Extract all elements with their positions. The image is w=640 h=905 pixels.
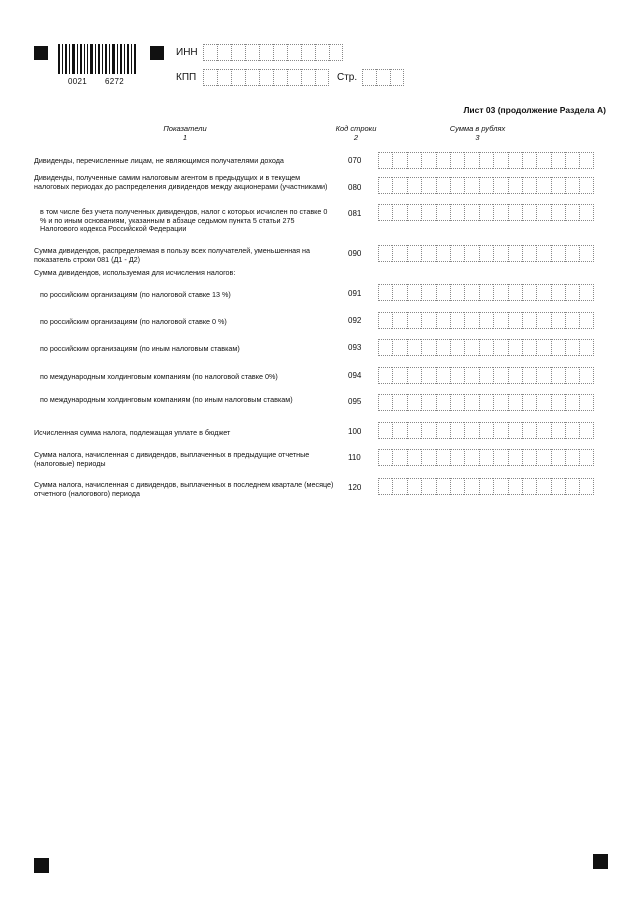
digit-cell[interactable] [436,449,450,466]
row-080-code: 080 [348,183,362,192]
digit-cell[interactable] [551,245,565,262]
digit-cell[interactable] [450,367,464,384]
digit-cell[interactable] [407,312,421,329]
digit-cell[interactable] [436,177,450,194]
digit-cell[interactable] [421,394,435,411]
digit-cell[interactable] [536,284,550,301]
digit-cell[interactable] [450,152,464,169]
digit-cell[interactable] [378,367,392,384]
column-3-heading: Сумма в рублях 3 [449,124,506,142]
digit-cell[interactable] [479,422,493,439]
digit-cell[interactable] [536,449,550,466]
digit-cell[interactable] [508,478,522,495]
digit-cell[interactable] [551,422,565,439]
digit-cell[interactable] [421,245,435,262]
digit-cell[interactable] [378,394,392,411]
inn-field[interactable] [203,44,343,61]
row-093-amount-field[interactable] [378,339,594,356]
digit-cell[interactable] [536,478,550,495]
digit-cell[interactable] [392,312,406,329]
digit-cell[interactable] [493,152,507,169]
row-120-label: Сумма налога, начисленная с дивидендов, выплаченных в последнем квартале (месяце) отчетного (налогового) периода [34,480,334,498]
digit-cell[interactable] [579,177,593,194]
page-number-field[interactable] [362,69,404,86]
digit-cell[interactable] [522,394,536,411]
digit-cell[interactable] [450,204,464,221]
digit-cell[interactable] [450,284,464,301]
digit-cell[interactable] [436,152,450,169]
row-090-label: Сумма дивидендов, распределяемая в пользу всех получателей, уменьшенная на показатель строки 081 (Д1 - Д2) [34,246,311,264]
barcode-number-right: 6272 [105,77,124,86]
digit-cell[interactable] [464,152,478,169]
digit-cell[interactable] [508,422,522,439]
digit-cell[interactable] [565,284,579,301]
digit-cell[interactable] [378,177,392,194]
digit-cell[interactable] [421,339,435,356]
digit-cell[interactable] [522,284,536,301]
digit-cell[interactable] [493,312,507,329]
digit-cell[interactable] [407,245,421,262]
digit-cell[interactable] [479,478,493,495]
digit-cell[interactable] [522,312,536,329]
digit-cell[interactable] [579,478,593,495]
digit-cell[interactable] [464,177,478,194]
inn-label: ИНН [176,47,198,58]
digit-cell[interactable] [407,177,421,194]
digit-cell[interactable] [522,245,536,262]
digit-cell[interactable] [407,152,421,169]
digit-cell[interactable] [508,284,522,301]
digit-cell[interactable] [493,284,507,301]
digit-cell[interactable] [551,284,565,301]
digit-cell[interactable] [479,339,493,356]
row-110-code: 110 [348,453,361,462]
digit-cell[interactable] [407,367,421,384]
digit-cell[interactable] [508,152,522,169]
digit-cell[interactable] [407,394,421,411]
digit-cell[interactable] [421,367,435,384]
page-label: Стр. [337,72,358,83]
digit-cell[interactable] [479,245,493,262]
digit-cell[interactable] [450,177,464,194]
digit-cell[interactable] [579,312,593,329]
row-100-code: 100 [348,427,362,436]
row-090-amount-field[interactable] [378,245,594,262]
digit-cell[interactable] [421,312,435,329]
digit-cell[interactable] [579,284,593,301]
digit-cell[interactable] [378,449,392,466]
digit-cell[interactable] [378,245,392,262]
digit-cell[interactable] [436,422,450,439]
digit-cell[interactable] [551,394,565,411]
digit-cell[interactable] [493,245,507,262]
digit-cell[interactable] [392,367,406,384]
digit-cell[interactable] [579,339,593,356]
row-090-code: 090 [348,249,362,258]
digit-cell[interactable] [464,204,478,221]
digit-cell[interactable] [464,367,478,384]
digit-cell[interactable] [450,312,464,329]
digit-cell[interactable] [378,152,392,169]
digit-cell[interactable] [378,204,392,221]
row-094-code: 094 [348,371,362,380]
digit-cell[interactable] [392,478,406,495]
digit-cell[interactable] [436,394,450,411]
digit-cell[interactable] [579,245,593,262]
digit-cell[interactable] [421,478,435,495]
digit-cell[interactable] [407,204,421,221]
digit-cell[interactable] [579,422,593,439]
digit-cell[interactable] [551,204,565,221]
digit-cell[interactable] [479,177,493,194]
digit-cell[interactable] [551,478,565,495]
row-095-code: 095 [348,397,362,406]
digit-cell[interactable] [536,394,550,411]
digit-cell[interactable] [493,339,507,356]
digit-cell[interactable] [493,204,507,221]
digit-cell[interactable] [551,177,565,194]
digit-cell[interactable] [565,177,579,194]
digit-cell[interactable] [493,422,507,439]
digit-cell[interactable] [450,394,464,411]
column-1-heading: Показатели 1 [163,124,207,142]
digit-cell[interactable] [392,245,406,262]
digit-cell[interactable] [522,478,536,495]
digit-cell[interactable] [508,245,522,262]
row-070-amount-field[interactable] [378,152,594,169]
row-091-code: 091 [348,289,362,298]
row-110-label: Сумма налога, начисленная с дивидендов, выплаченных в предыдущие отчетные (налоговые) периоды [34,450,310,468]
digit-cell[interactable] [378,312,392,329]
digit-cell[interactable] [436,284,450,301]
digit-cell[interactable] [436,478,450,495]
digit-cell[interactable] [392,422,406,439]
digit-cell[interactable] [536,312,550,329]
row-095-amount-field[interactable] [378,394,594,411]
digit-cell[interactable] [464,339,478,356]
corner-marker-top-center [150,46,164,60]
digit-cell[interactable] [551,152,565,169]
digit-cell[interactable] [392,339,406,356]
row-092-amount-field[interactable] [378,312,594,329]
digit-cell[interactable] [464,449,478,466]
digit-cell[interactable] [508,367,522,384]
row-081-label: в том числе без учета полученных дивидендов, налог с которых исчислен по ставке 0 % и по иным основаниям, указанным в абзаце седьмом пункта 5 статьи 275 Налогового кодекса Российской Федерации [40,207,328,234]
digit-cell[interactable] [464,245,478,262]
row-100-amount-field[interactable] [378,422,594,439]
digit-cell[interactable] [450,478,464,495]
digit-cell[interactable] [565,394,579,411]
digit-cell[interactable] [479,449,493,466]
digit-cell[interactable] [565,312,579,329]
digit-cell[interactable] [565,422,579,439]
digit-cell[interactable] [493,478,507,495]
digit-cell[interactable] [508,394,522,411]
digit-cell[interactable] [536,152,550,169]
row-110-amount-field[interactable] [378,449,594,466]
digit-cell[interactable] [450,339,464,356]
corner-marker-bottom-right [593,854,608,869]
digit-cell[interactable] [407,478,421,495]
digit-cell[interactable] [522,152,536,169]
digit-cell[interactable] [536,204,550,221]
row-120-code: 120 [348,483,362,492]
digit-cell[interactable] [436,245,450,262]
digit-cell[interactable] [436,367,450,384]
digit-cell[interactable] [378,478,392,495]
digit-cell[interactable] [551,312,565,329]
digit-cell[interactable] [536,339,550,356]
digit-cell[interactable] [508,204,522,221]
row-091-amount-field[interactable] [378,284,594,301]
digit-cell[interactable] [479,367,493,384]
digit-cell[interactable] [522,177,536,194]
digit-cell[interactable] [479,394,493,411]
row-070-label: Дивиденды, перечисленные лицам, не являющимся получателями дохода [34,156,284,165]
digit-cell[interactable] [436,204,450,221]
row-100-label: Исчисленная сумма налога, подлежащая уплате в бюджет [34,428,231,437]
digit-cell[interactable] [508,449,522,466]
digit-cell[interactable] [493,394,507,411]
digit-cell[interactable] [508,177,522,194]
digit-cell[interactable] [421,152,435,169]
digit-cell[interactable] [421,422,435,439]
digit-cell[interactable] [450,449,464,466]
digit-cell[interactable] [392,449,406,466]
digit-cell[interactable] [407,284,421,301]
digit-cell[interactable] [464,422,478,439]
digit-cell[interactable] [450,422,464,439]
digit-cell[interactable] [508,339,522,356]
digit-cell[interactable] [407,422,421,439]
digit-cell[interactable] [551,449,565,466]
digit-cell[interactable] [421,204,435,221]
corner-marker-top-left [34,46,48,60]
corner-marker-bottom-left [34,858,49,873]
row-091-label: по российским организациям (по налоговой ставке 13 %) [40,290,231,299]
digit-cell[interactable] [579,394,593,411]
digit-cell[interactable] [464,312,478,329]
digit-cell[interactable] [536,245,550,262]
digit-cell[interactable] [522,204,536,221]
sheet-title: Лист 03 (продолжение Раздела А) [463,105,606,115]
digit-cell[interactable] [579,449,593,466]
digit-cell[interactable] [392,284,406,301]
row-120-amount-field[interactable] [378,478,594,495]
column-2-heading: Код строки 2 [335,124,377,142]
digit-cell[interactable] [493,367,507,384]
section-subheading: Сумма дивидендов, используемая для исчисления налогов: [34,268,236,277]
row-092-code: 092 [348,316,362,325]
digit-cell[interactable] [450,245,464,262]
digit-cell[interactable] [479,312,493,329]
row-093-label: по российским организациям (по иным налоговым ставкам) [40,344,240,353]
digit-cell[interactable] [579,204,593,221]
digit-cell[interactable] [378,284,392,301]
digit-cell[interactable] [464,394,478,411]
digit-cell[interactable] [522,422,536,439]
digit-cell[interactable] [536,422,550,439]
digit-cell[interactable] [579,152,593,169]
digit-cell[interactable] [579,367,593,384]
digit-cell[interactable] [392,152,406,169]
digit-cell[interactable] [421,177,435,194]
digit-cell[interactable] [378,422,392,439]
digit-cell[interactable] [407,339,421,356]
digit-cell[interactable] [551,339,565,356]
digit-cell[interactable] [565,152,579,169]
digit-cell[interactable] [522,449,536,466]
digit-cell[interactable] [565,245,579,262]
digit-cell[interactable] [407,449,421,466]
digit-cell[interactable] [436,339,450,356]
digit-cell[interactable] [464,478,478,495]
digit-cell[interactable] [378,339,392,356]
digit-cell[interactable] [392,394,406,411]
digit-cell[interactable] [522,339,536,356]
row-070-code: 070 [348,156,362,165]
digit-cell[interactable] [479,204,493,221]
digit-cell[interactable] [565,204,579,221]
digit-cell[interactable] [479,284,493,301]
digit-cell[interactable] [493,449,507,466]
barcode-image [58,44,138,76]
digit-cell[interactable] [508,312,522,329]
digit-cell[interactable] [421,449,435,466]
digit-cell[interactable] [479,152,493,169]
row-092-label: по российским организациям (по налоговой ставке 0 %) [40,317,227,326]
row-080-label: Дивиденды, полученные самим налоговым агентом в предыдущих и в текущем налоговых периодах до распределения дивидендов между акционерами (участниками) [34,173,328,191]
digit-cell[interactable] [565,449,579,466]
digit-cell[interactable] [392,177,406,194]
kpp-label: КПП [176,72,197,83]
digit-cell[interactable] [536,367,550,384]
digit-cell[interactable] [464,284,478,301]
digit-cell[interactable] [536,177,550,194]
digit-cell[interactable] [565,367,579,384]
row-095-label: по международным холдинговым компаниям (по иным налоговым ставкам) [40,395,293,404]
row-094-label: по международным холдинговым компаниям (по налоговой ставке 0%) [40,372,278,381]
digit-cell[interactable] [421,284,435,301]
row-081-code: 081 [348,209,362,218]
digit-cell[interactable] [551,367,565,384]
row-094-amount-field[interactable] [378,367,594,384]
digit-cell[interactable] [392,204,406,221]
digit-cell[interactable] [522,367,536,384]
digit-cell[interactable] [565,339,579,356]
kpp-field[interactable] [203,69,329,86]
digit-cell[interactable] [493,177,507,194]
digit-cell[interactable] [565,478,579,495]
row-080-amount-field[interactable] [378,177,594,194]
row-093-code: 093 [348,343,362,352]
row-081-amount-field[interactable] [378,204,594,221]
digit-cell[interactable] [436,312,450,329]
barcode-number-left: 0021 [68,77,87,86]
